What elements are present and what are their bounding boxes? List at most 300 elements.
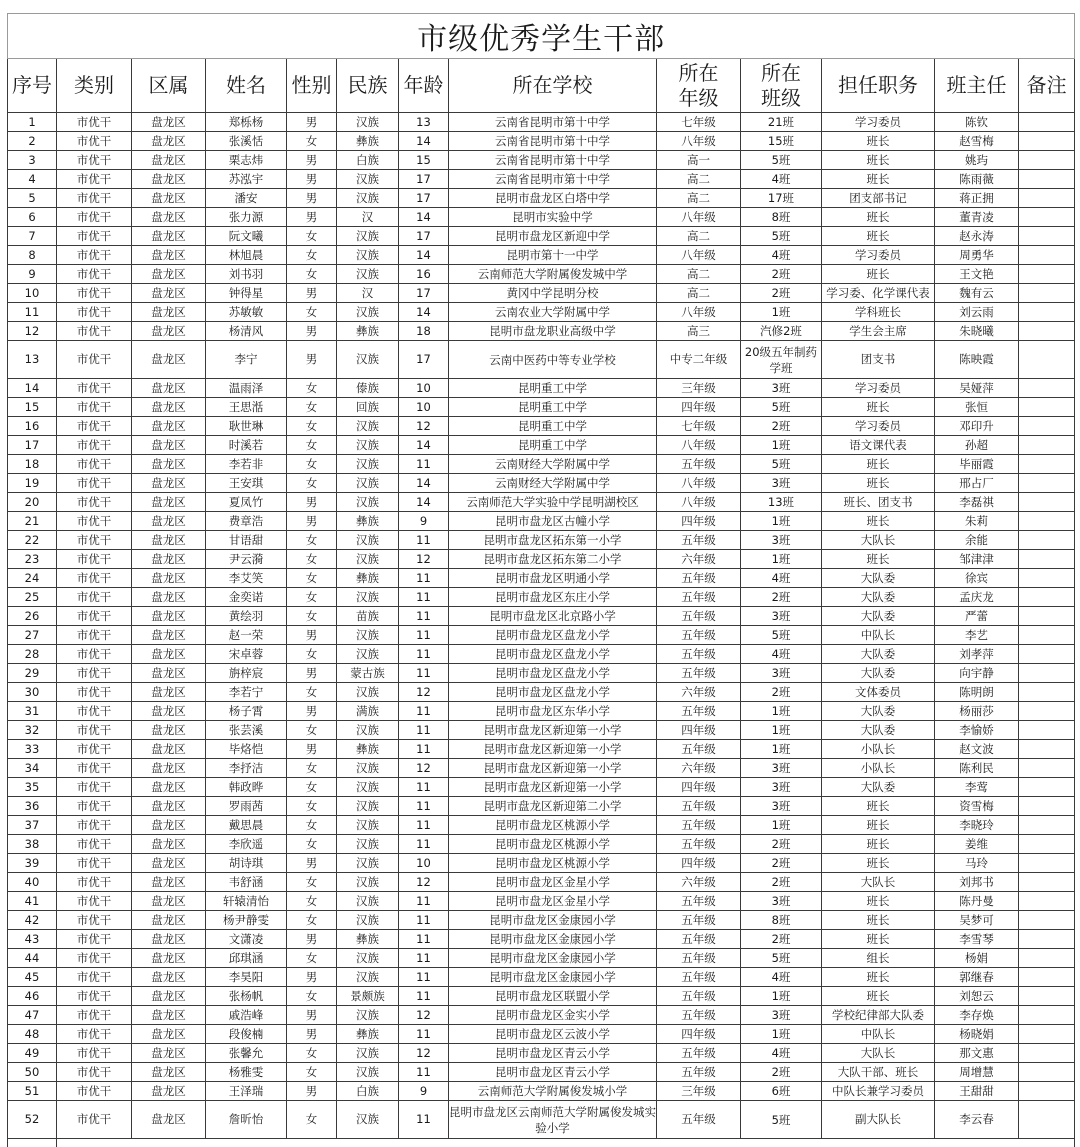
cell-class[interactable]: 3班 bbox=[741, 892, 822, 911]
cell-position[interactable]: 大队委 bbox=[822, 664, 935, 683]
cell-class[interactable]: 5班 bbox=[741, 626, 822, 645]
cell-gender[interactable]: 女 bbox=[287, 246, 337, 265]
cell-no[interactable]: 9 bbox=[8, 265, 57, 284]
cell-ethnicity[interactable]: 汉族 bbox=[337, 113, 399, 132]
cell-teacher[interactable]: 陈映霞 bbox=[935, 341, 1019, 379]
cell-no[interactable]: 46 bbox=[8, 987, 57, 1006]
cell-class[interactable]: 17班 bbox=[741, 189, 822, 208]
cell-grade[interactable]: 五年级 bbox=[657, 455, 741, 474]
cell-type[interactable]: 市优干 bbox=[57, 759, 132, 778]
cell-note[interactable] bbox=[1019, 607, 1075, 626]
cell-position[interactable]: 班长 bbox=[822, 911, 935, 930]
cell-note[interactable] bbox=[1019, 493, 1075, 512]
cell-no[interactable]: 20 bbox=[8, 493, 57, 512]
cell-note[interactable] bbox=[1019, 227, 1075, 246]
cell-no[interactable]: 52 bbox=[8, 1101, 57, 1139]
cell-name[interactable]: 胡诗琪 bbox=[206, 854, 287, 873]
header-note[interactable]: 备注 bbox=[1019, 59, 1075, 113]
cell-position[interactable]: 语文课代表 bbox=[822, 436, 935, 455]
cell-name[interactable]: 张芸溪 bbox=[206, 721, 287, 740]
cell-position[interactable]: 中队长兼学习委员 bbox=[822, 1082, 935, 1101]
cell-position[interactable]: 班长 bbox=[822, 132, 935, 151]
cell-class[interactable]: 5班 bbox=[741, 1101, 822, 1139]
cell-ethnicity[interactable]: 汉族 bbox=[337, 816, 399, 835]
cell-teacher[interactable]: 陈利民 bbox=[935, 759, 1019, 778]
cell-school[interactable]: 昆明市盘龙区盘龙小学 bbox=[449, 664, 657, 683]
cell-note[interactable] bbox=[1019, 816, 1075, 835]
cell-class[interactable]: 3班 bbox=[741, 664, 822, 683]
cell-no[interactable]: 34 bbox=[8, 759, 57, 778]
cell-position[interactable]: 副大队长 bbox=[822, 1101, 935, 1139]
cell-note[interactable] bbox=[1019, 797, 1075, 816]
cell-district[interactable]: 盘龙区 bbox=[132, 379, 206, 398]
cell-name[interactable]: 潘安 bbox=[206, 189, 287, 208]
cell-class[interactable]: 6班 bbox=[741, 1082, 822, 1101]
cell-name[interactable]: 张杨帆 bbox=[206, 987, 287, 1006]
cell-type[interactable]: 市优干 bbox=[57, 170, 132, 189]
cell-age[interactable]: 11 bbox=[399, 1101, 449, 1139]
cell-class[interactable]: 4班 bbox=[741, 645, 822, 664]
cell-class[interactable]: 2班 bbox=[741, 1063, 822, 1082]
cell-age[interactable]: 14 bbox=[399, 474, 449, 493]
cell-type[interactable]: 市优干 bbox=[57, 493, 132, 512]
cell-age[interactable]: 11 bbox=[399, 702, 449, 721]
cell-teacher[interactable]: 杨晓娟 bbox=[935, 1025, 1019, 1044]
cell-position[interactable]: 班长 bbox=[822, 455, 935, 474]
cell-age[interactable]: 13 bbox=[399, 113, 449, 132]
cell-teacher[interactable]: 朱晓曦 bbox=[935, 322, 1019, 341]
cell-name[interactable]: 黄绘羽 bbox=[206, 607, 287, 626]
cell-district[interactable]: 盘龙区 bbox=[132, 284, 206, 303]
header-type[interactable]: 类别 bbox=[57, 59, 132, 113]
cell-ethnicity[interactable]: 汉族 bbox=[337, 1006, 399, 1025]
cell-ethnicity[interactable]: 汉族 bbox=[337, 417, 399, 436]
header-name[interactable]: 姓名 bbox=[206, 59, 287, 113]
cell-class[interactable]: 4班 bbox=[741, 170, 822, 189]
cell-school[interactable]: 昆明市盘龙区新迎第二小学 bbox=[449, 797, 657, 816]
cell-grade[interactable]: 高二 bbox=[657, 189, 741, 208]
cell-note[interactable] bbox=[1019, 759, 1075, 778]
cell-teacher[interactable]: 向宇静 bbox=[935, 664, 1019, 683]
cell-ethnicity[interactable]: 汉族 bbox=[337, 227, 399, 246]
cell-class[interactable]: 1班 bbox=[741, 740, 822, 759]
cell-name[interactable]: 王安琪 bbox=[206, 474, 287, 493]
cell-type[interactable]: 市优干 bbox=[57, 683, 132, 702]
cell-age[interactable]: 14 bbox=[399, 436, 449, 455]
cell-gender[interactable]: 女 bbox=[287, 683, 337, 702]
cell-gender[interactable]: 女 bbox=[287, 949, 337, 968]
cell-age[interactable]: 11 bbox=[399, 835, 449, 854]
cell-class[interactable]: 5班 bbox=[741, 151, 822, 170]
cell-gender[interactable]: 男 bbox=[287, 854, 337, 873]
cell-teacher[interactable]: 李云春 bbox=[935, 1101, 1019, 1139]
cell-position[interactable]: 学习委员 bbox=[822, 417, 935, 436]
cell-gender[interactable]: 男 bbox=[287, 968, 337, 987]
cell-district[interactable]: 盘龙区 bbox=[132, 132, 206, 151]
cell-note[interactable] bbox=[1019, 246, 1075, 265]
cell-ethnicity[interactable]: 回族 bbox=[337, 398, 399, 417]
cell-grade[interactable]: 四年级 bbox=[657, 854, 741, 873]
cell-ethnicity[interactable]: 汉族 bbox=[337, 892, 399, 911]
cell-position[interactable]: 班长 bbox=[822, 208, 935, 227]
cell-no[interactable]: 41 bbox=[8, 892, 57, 911]
cell-type[interactable]: 市优干 bbox=[57, 740, 132, 759]
cell-school[interactable]: 云南省昆明市第十中学 bbox=[449, 132, 657, 151]
cell-district[interactable]: 盘龙区 bbox=[132, 1101, 206, 1139]
cell-grade[interactable]: 四年级 bbox=[657, 398, 741, 417]
cell-district[interactable]: 盘龙区 bbox=[132, 1006, 206, 1025]
cell-gender[interactable]: 女 bbox=[287, 1101, 337, 1139]
cell-no[interactable]: 22 bbox=[8, 531, 57, 550]
cell-teacher[interactable]: 王甜甜 bbox=[935, 1082, 1019, 1101]
cell-class[interactable]: 5班 bbox=[741, 455, 822, 474]
cell-school[interactable]: 云南财经大学附属中学 bbox=[449, 455, 657, 474]
cell-age[interactable]: 17 bbox=[399, 170, 449, 189]
cell-type[interactable]: 市优干 bbox=[57, 835, 132, 854]
cell-name[interactable]: 李抒洁 bbox=[206, 759, 287, 778]
cell-ethnicity[interactable]: 汉族 bbox=[337, 683, 399, 702]
cell-no[interactable]: 14 bbox=[8, 379, 57, 398]
cell-note[interactable] bbox=[1019, 835, 1075, 854]
cell-gender[interactable]: 女 bbox=[287, 816, 337, 835]
cell-name[interactable]: 段俊楠 bbox=[206, 1025, 287, 1044]
cell-ethnicity[interactable]: 彝族 bbox=[337, 322, 399, 341]
cell-ethnicity[interactable]: 汉族 bbox=[337, 493, 399, 512]
cell-type[interactable]: 市优干 bbox=[57, 816, 132, 835]
cell-no[interactable]: 19 bbox=[8, 474, 57, 493]
cell-school[interactable]: 昆明市盘龙区桃源小学 bbox=[449, 835, 657, 854]
cell-school[interactable]: 昆明市盘龙区新迎第一小学 bbox=[449, 778, 657, 797]
cell-ethnicity[interactable]: 汉族 bbox=[337, 246, 399, 265]
cell-age[interactable]: 11 bbox=[399, 721, 449, 740]
cell-no[interactable]: 6 bbox=[8, 208, 57, 227]
header-ethnicity[interactable]: 民族 bbox=[337, 59, 399, 113]
cell-type[interactable]: 市优干 bbox=[57, 379, 132, 398]
cell-district[interactable]: 盘龙区 bbox=[132, 189, 206, 208]
cell-class[interactable]: 1班 bbox=[741, 721, 822, 740]
cell-note[interactable] bbox=[1019, 911, 1075, 930]
cell-name[interactable]: 杨清风 bbox=[206, 322, 287, 341]
cell-grade[interactable]: 四年级 bbox=[657, 721, 741, 740]
cell-ethnicity[interactable]: 汉族 bbox=[337, 778, 399, 797]
cell-name[interactable]: 王思湉 bbox=[206, 398, 287, 417]
cell-name[interactable]: 栗志炜 bbox=[206, 151, 287, 170]
cell-class[interactable]: 3班 bbox=[741, 379, 822, 398]
cell-position[interactable]: 班长 bbox=[822, 892, 935, 911]
cell-position[interactable]: 小队长 bbox=[822, 759, 935, 778]
cell-ethnicity[interactable]: 蒙古族 bbox=[337, 664, 399, 683]
cell-school[interactable]: 昆明市盘龙区新迎第一小学 bbox=[449, 721, 657, 740]
cell-age[interactable]: 10 bbox=[399, 398, 449, 417]
cell-grade[interactable]: 六年级 bbox=[657, 873, 741, 892]
cell-teacher[interactable]: 赵文波 bbox=[935, 740, 1019, 759]
cell-position[interactable]: 学习委员 bbox=[822, 246, 935, 265]
cell-type[interactable]: 市优干 bbox=[57, 569, 132, 588]
cell-age[interactable]: 10 bbox=[399, 379, 449, 398]
cell-age[interactable]: 11 bbox=[399, 740, 449, 759]
cell-district[interactable]: 盘龙区 bbox=[132, 683, 206, 702]
cell-teacher[interactable]: 李磊祺 bbox=[935, 493, 1019, 512]
cell-class[interactable]: 1班 bbox=[741, 1025, 822, 1044]
cell-note[interactable] bbox=[1019, 550, 1075, 569]
cell-type[interactable]: 市优干 bbox=[57, 151, 132, 170]
cell-teacher[interactable]: 朱莉 bbox=[935, 512, 1019, 531]
cell-school[interactable]: 云南师范大学附属俊发城中学 bbox=[449, 265, 657, 284]
cell-type[interactable]: 市优干 bbox=[57, 968, 132, 987]
cell-school[interactable]: 云南师范大学实验中学昆明湖校区 bbox=[449, 493, 657, 512]
table-title[interactable]: 市级优秀学生干部 bbox=[8, 14, 1075, 59]
cell-district[interactable]: 盘龙区 bbox=[132, 702, 206, 721]
cell-school[interactable]: 昆明市盘龙区云波小学 bbox=[449, 1025, 657, 1044]
cell-grade[interactable]: 五年级 bbox=[657, 949, 741, 968]
cell-school[interactable]: 昆明市盘龙区东庄小学 bbox=[449, 588, 657, 607]
cell-position[interactable]: 大队委 bbox=[822, 702, 935, 721]
cell-teacher[interactable]: 赵永涛 bbox=[935, 227, 1019, 246]
cell-note[interactable] bbox=[1019, 531, 1075, 550]
cell-type[interactable]: 市优干 bbox=[57, 1063, 132, 1082]
cell-grade[interactable]: 五年级 bbox=[657, 892, 741, 911]
cell-position[interactable]: 班长、团支书 bbox=[822, 493, 935, 512]
cell-gender[interactable]: 女 bbox=[287, 645, 337, 664]
cell-no[interactable]: 1 bbox=[8, 113, 57, 132]
cell-name[interactable]: 赵一荣 bbox=[206, 626, 287, 645]
cell-no[interactable]: 38 bbox=[8, 835, 57, 854]
cell-type[interactable]: 市优干 bbox=[57, 1006, 132, 1025]
cell-note[interactable] bbox=[1019, 873, 1075, 892]
header-class[interactable] bbox=[741, 59, 822, 113]
cell-age[interactable]: 14 bbox=[399, 303, 449, 322]
cell-ethnicity[interactable]: 彝族 bbox=[337, 132, 399, 151]
cell-grade[interactable]: 高二 bbox=[657, 227, 741, 246]
cell-note[interactable] bbox=[1019, 265, 1075, 284]
cell-teacher[interactable]: 蒋正拥 bbox=[935, 189, 1019, 208]
cell-ethnicity[interactable]: 白族 bbox=[337, 1082, 399, 1101]
cell-type[interactable]: 市优干 bbox=[57, 930, 132, 949]
cell-district[interactable]: 盘龙区 bbox=[132, 759, 206, 778]
cell-age[interactable]: 11 bbox=[399, 664, 449, 683]
cell-ethnicity[interactable]: 景颇族 bbox=[337, 987, 399, 1006]
header-district[interactable]: 区属 bbox=[132, 59, 206, 113]
cell-teacher[interactable]: 李莺 bbox=[935, 778, 1019, 797]
cell-age[interactable]: 11 bbox=[399, 816, 449, 835]
cell-age[interactable]: 9 bbox=[399, 512, 449, 531]
cell-note[interactable] bbox=[1019, 132, 1075, 151]
cell-grade[interactable]: 五年级 bbox=[657, 1006, 741, 1025]
cell-note[interactable] bbox=[1019, 303, 1075, 322]
cell-ethnicity[interactable]: 汉族 bbox=[337, 949, 399, 968]
cell-note[interactable] bbox=[1019, 740, 1075, 759]
cell-name[interactable]: 林旭晨 bbox=[206, 246, 287, 265]
cell-ethnicity[interactable]: 汉族 bbox=[337, 968, 399, 987]
cell-age[interactable]: 12 bbox=[399, 683, 449, 702]
cell-gender[interactable]: 女 bbox=[287, 417, 337, 436]
cell-class[interactable]: 4班 bbox=[741, 968, 822, 987]
cell-gender[interactable]: 女 bbox=[287, 436, 337, 455]
cell-grade[interactable]: 六年级 bbox=[657, 759, 741, 778]
header-gender[interactable]: 性别 bbox=[287, 59, 337, 113]
cell-no[interactable]: 8 bbox=[8, 246, 57, 265]
cell-district[interactable]: 盘龙区 bbox=[132, 911, 206, 930]
cell-age[interactable]: 11 bbox=[399, 1025, 449, 1044]
cell-grade[interactable]: 三年级 bbox=[657, 379, 741, 398]
cell-grade[interactable]: 五年级 bbox=[657, 1063, 741, 1082]
cell-position[interactable]: 学习委员 bbox=[822, 113, 935, 132]
cell-school[interactable]: 昆明市盘龙区盘龙小学 bbox=[449, 626, 657, 645]
cell-gender[interactable]: 女 bbox=[287, 569, 337, 588]
cell-position[interactable]: 大队长 bbox=[822, 1044, 935, 1063]
cell-district[interactable]: 盘龙区 bbox=[132, 265, 206, 284]
cell-class[interactable]: 5班 bbox=[741, 949, 822, 968]
cell-school[interactable]: 昆明市盘龙区联盟小学 bbox=[449, 987, 657, 1006]
cell-teacher[interactable]: 李愉娇 bbox=[935, 721, 1019, 740]
cell-district[interactable]: 盘龙区 bbox=[132, 1063, 206, 1082]
cell-district[interactable]: 盘龙区 bbox=[132, 550, 206, 569]
cell-district[interactable]: 盘龙区 bbox=[132, 1044, 206, 1063]
cell-class[interactable]: 1班 bbox=[741, 303, 822, 322]
cell-no[interactable]: 28 bbox=[8, 645, 57, 664]
cell-ethnicity[interactable]: 汉族 bbox=[337, 721, 399, 740]
cell-ethnicity[interactable]: 汉族 bbox=[337, 854, 399, 873]
cell-school[interactable]: 昆明重工中学 bbox=[449, 417, 657, 436]
cell-name[interactable]: 甘语甜 bbox=[206, 531, 287, 550]
cell-teacher[interactable]: 姚玙 bbox=[935, 151, 1019, 170]
cell-gender[interactable]: 女 bbox=[287, 303, 337, 322]
cell-type[interactable]: 市优干 bbox=[57, 512, 132, 531]
cell-school[interactable]: 昆明市盘龙区云南师范大学附属俊发城实验小学 bbox=[449, 1101, 657, 1139]
cell-class[interactable]: 2班 bbox=[741, 588, 822, 607]
cell-position[interactable]: 大队长 bbox=[822, 873, 935, 892]
cell-position[interactable]: 班长 bbox=[822, 930, 935, 949]
cell-age[interactable]: 12 bbox=[399, 759, 449, 778]
cell-school[interactable]: 昆明市盘龙区金康园小学 bbox=[449, 949, 657, 968]
cell-gender[interactable]: 男 bbox=[287, 341, 337, 379]
cell-position[interactable]: 团支部书记 bbox=[822, 189, 935, 208]
cell-ethnicity[interactable]: 汉族 bbox=[337, 341, 399, 379]
cell-note[interactable] bbox=[1019, 645, 1075, 664]
cell-gender[interactable]: 女 bbox=[287, 911, 337, 930]
cell-name[interactable]: 杨尹静雯 bbox=[206, 911, 287, 930]
cell-age[interactable]: 14 bbox=[399, 208, 449, 227]
cell-note[interactable] bbox=[1019, 702, 1075, 721]
cell-grade[interactable]: 四年级 bbox=[657, 778, 741, 797]
cell-position[interactable]: 小队长 bbox=[822, 740, 935, 759]
cell-age[interactable]: 17 bbox=[399, 227, 449, 246]
cell-district[interactable]: 盘龙区 bbox=[132, 607, 206, 626]
cell-class[interactable]: 1班 bbox=[741, 987, 822, 1006]
cell-grade[interactable]: 四年级 bbox=[657, 1025, 741, 1044]
cell-type[interactable]: 市优干 bbox=[57, 645, 132, 664]
cell-position[interactable]: 学校纪律部大队委 bbox=[822, 1006, 935, 1025]
cell-type[interactable]: 市优干 bbox=[57, 113, 132, 132]
cell-name[interactable]: 温雨泽 bbox=[206, 379, 287, 398]
cell-district[interactable]: 盘龙区 bbox=[132, 417, 206, 436]
cell-gender[interactable]: 男 bbox=[287, 151, 337, 170]
cell-school[interactable]: 昆明市盘龙区新迎第一小学 bbox=[449, 759, 657, 778]
cell-district[interactable]: 盘龙区 bbox=[132, 531, 206, 550]
cell-class[interactable]: 5班 bbox=[741, 227, 822, 246]
cell-name[interactable]: 阮文曦 bbox=[206, 227, 287, 246]
cell-gender[interactable]: 男 bbox=[287, 1025, 337, 1044]
cell-grade[interactable]: 五年级 bbox=[657, 645, 741, 664]
cell-type[interactable]: 市优干 bbox=[57, 132, 132, 151]
cell-grade[interactable]: 五年级 bbox=[657, 740, 741, 759]
cell-age[interactable]: 12 bbox=[399, 873, 449, 892]
cell-class[interactable]: 5班 bbox=[741, 398, 822, 417]
cell-note[interactable] bbox=[1019, 1044, 1075, 1063]
cell-age[interactable]: 11 bbox=[399, 569, 449, 588]
cell-position[interactable]: 班长 bbox=[822, 550, 935, 569]
cell-gender[interactable]: 女 bbox=[287, 227, 337, 246]
cell-ethnicity[interactable]: 汉族 bbox=[337, 303, 399, 322]
cell-position[interactable]: 班长 bbox=[822, 227, 935, 246]
cell-teacher[interactable]: 董青凌 bbox=[935, 208, 1019, 227]
cell-district[interactable]: 盘龙区 bbox=[132, 930, 206, 949]
cell-grade[interactable]: 五年级 bbox=[657, 626, 741, 645]
cell-name[interactable]: 李宁 bbox=[206, 341, 287, 379]
cell-teacher[interactable]: 余能 bbox=[935, 531, 1019, 550]
cell-name[interactable]: 张溪恬 bbox=[206, 132, 287, 151]
cell-position[interactable]: 团支书 bbox=[822, 341, 935, 379]
cell-district[interactable]: 盘龙区 bbox=[132, 455, 206, 474]
cell-gender[interactable]: 女 bbox=[287, 588, 337, 607]
cell-note[interactable] bbox=[1019, 208, 1075, 227]
cell-no[interactable]: 36 bbox=[8, 797, 57, 816]
cell-school[interactable]: 云南农业大学附属中学 bbox=[449, 303, 657, 322]
cell-teacher[interactable]: 刘恕云 bbox=[935, 987, 1019, 1006]
cell-no[interactable]: 11 bbox=[8, 303, 57, 322]
cell-grade[interactable]: 五年级 bbox=[657, 664, 741, 683]
cell-grade[interactable]: 三年级 bbox=[657, 1082, 741, 1101]
cell-no[interactable]: 13 bbox=[8, 341, 57, 379]
cell-teacher[interactable]: 王文艳 bbox=[935, 265, 1019, 284]
cell-type[interactable]: 市优干 bbox=[57, 284, 132, 303]
cell-type[interactable]: 市优干 bbox=[57, 550, 132, 569]
cell-school[interactable]: 昆明市实验中学 bbox=[449, 208, 657, 227]
cell-gender[interactable]: 女 bbox=[287, 379, 337, 398]
cell-grade[interactable]: 八年级 bbox=[657, 303, 741, 322]
cell-school[interactable]: 昆明市盘龙区金康园小学 bbox=[449, 911, 657, 930]
cell-grade[interactable]: 五年级 bbox=[657, 835, 741, 854]
cell-gender[interactable]: 女 bbox=[287, 550, 337, 569]
cell-school[interactable]: 云南中医药中等专业学校 bbox=[449, 341, 657, 379]
cell-grade[interactable]: 五年级 bbox=[657, 569, 741, 588]
header-position[interactable]: 担任职务 bbox=[822, 59, 935, 113]
cell-position[interactable]: 班长 bbox=[822, 512, 935, 531]
cell-district[interactable]: 盘龙区 bbox=[132, 246, 206, 265]
cell-ethnicity[interactable]: 汉族 bbox=[337, 626, 399, 645]
cell-ethnicity[interactable]: 白族 bbox=[337, 151, 399, 170]
cell-grade[interactable]: 七年级 bbox=[657, 113, 741, 132]
cell-school[interactable]: 昆明市盘龙区青云小学 bbox=[449, 1044, 657, 1063]
cell-class[interactable]: 20级五年制药学班 bbox=[741, 341, 822, 379]
cell-ethnicity[interactable]: 傣族 bbox=[337, 379, 399, 398]
cell-class[interactable]: 8班 bbox=[741, 911, 822, 930]
cell-position[interactable]: 班长 bbox=[822, 835, 935, 854]
cell-school[interactable]: 昆明市盘龙区北京路小学 bbox=[449, 607, 657, 626]
cell-note[interactable] bbox=[1019, 930, 1075, 949]
cell-teacher[interactable]: 那文惠 bbox=[935, 1044, 1019, 1063]
cell-age[interactable]: 14 bbox=[399, 493, 449, 512]
cell-school[interactable]: 昆明市盘龙区明通小学 bbox=[449, 569, 657, 588]
cell-age[interactable]: 11 bbox=[399, 588, 449, 607]
cell-grade[interactable]: 高二 bbox=[657, 170, 741, 189]
cell-teacher[interactable]: 杨丽莎 bbox=[935, 702, 1019, 721]
cell-school[interactable]: 昆明重工中学 bbox=[449, 379, 657, 398]
cell-position[interactable]: 中队长 bbox=[822, 626, 935, 645]
cell-no[interactable]: 40 bbox=[8, 873, 57, 892]
cell-type[interactable]: 市优干 bbox=[57, 854, 132, 873]
cell-age[interactable]: 12 bbox=[399, 1006, 449, 1025]
